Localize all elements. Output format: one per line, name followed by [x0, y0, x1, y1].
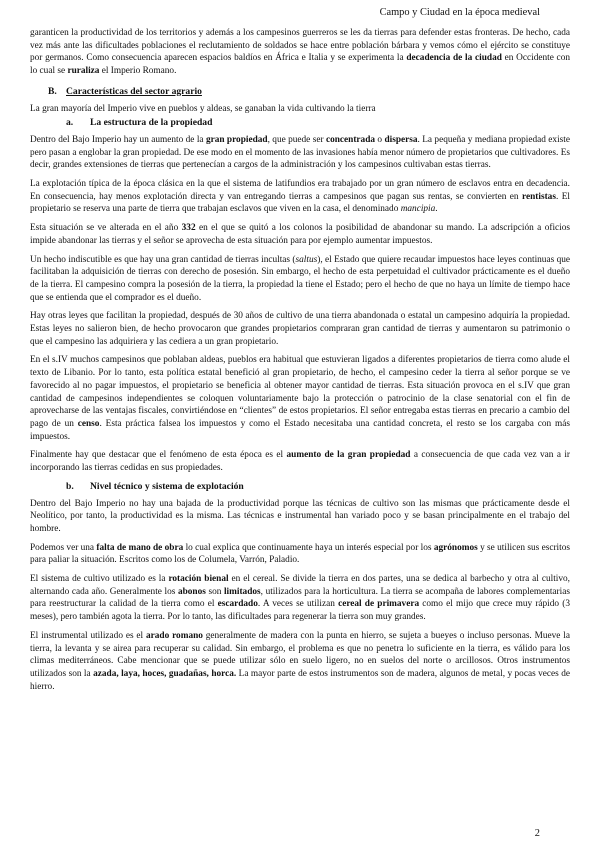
text-run: generalmente de madera con la punta en hierro, se sujeta a bueyes o incluso personas. Mueve la tierra, la levanta y se airea para recuperar su calidad. Sin embargo, el problema es que no penetra lo suficiente en la tierra, es válido para los climas mediterráneos. Cabe mencionar que se puede utilizar sólo en suelo ligero, no en suelos del norte o arcillosos. Otros instrumentos utilizados son la	[30, 630, 570, 679]
text-run: El instrumental utilizado es el	[30, 630, 146, 641]
lead-paragraph: La gran mayoría del Imperio vive en pueblos y aldeas, se ganaban la vida cultivando la tierra	[30, 103, 376, 114]
paragraph-siglo-iv	[30, 354, 570, 443]
text-run: en el que se quitó a los colonos la posibilidad de abandonar su mando. La adscripción a oficios impide abandonar las tierras y el señor se aprovecha de esta situación para por ejemplo aumentar impuestos.	[30, 223, 570, 246]
subsection-number: a.	[66, 117, 74, 129]
emphasis: escardado	[217, 599, 258, 610]
section-title: Características del sector agrario	[66, 85, 202, 97]
italic-term: mancipia	[400, 204, 436, 215]
paragraph-productividad: Dentro del Bajo Imperio no hay una bajada de la productividad porque las técnicas de cultivo son las mismas que prácticamente desde el Neolítico, por tanto, la productividad es la misma. Las técnicas e instrumental han variado poco y se basan principalmente en el trabajo del hombre.	[30, 498, 570, 534]
emphasis-ruraliza: ruraliza	[67, 66, 100, 77]
text-run: y se utilicen sus escritos para paliar la situación. Escritos como los de Columela, Varrón, Paladio.	[30, 542, 570, 566]
text-run: , utilizados para la horticultura. La tierra se acompaña de labores complementarias para reestructurar la calidad de la tierra como el	[30, 586, 570, 610]
text-run: lo cual explica que continuamente haya un interés especial por los	[183, 542, 434, 553]
text-run: Finalmente hay que destacar que el fenómeno de esta época es el	[30, 450, 287, 461]
paragraph-latifundios	[30, 178, 570, 216]
text-run: son	[205, 586, 224, 597]
paragraph-mano-de-obra	[30, 542, 570, 567]
section-heading-b	[48, 86, 570, 99]
text-run: en el cereal. Se divide la tierra en dos partes, una se dedica al barbecho y otra al cultivo, alternando cada año. Generalmente los	[30, 574, 570, 597]
text-run: garanticen la productividad de los territorios y además a los campesinos guerreros se les da tierras para defender estas fronteras. De hecho, cada vez más ante las dificultades poblaciones el reclutamiento de soldados se hace entre población bárbara y vemos cómo el ejército se constituye por germanos. Como consecuencia aparecen espacios baldíos en África e Italia y se experimenta la	[30, 28, 570, 64]
text-run: La mayor parte de estos instrumentos son de madera, algunos de metal, y pocas veces de hierro.	[30, 668, 570, 692]
text-run: . A veces se utilizan	[257, 599, 339, 610]
document-page	[30, 0, 570, 848]
emphasis: aumento de la gran propiedad	[286, 450, 411, 461]
intro-paragraph	[30, 27, 570, 78]
text-run: ), el Estado que quiere recaudar impuestos hace leyes continuas que facilitaban la adquisición de tierras con derecho de posesión. Sin embargo, el hecho de esta perpetuidad el cultivador prácticamente es el dueño de la tierra. El campesino compra la posesión de la tierra, la propiedad la tiene el Estado; pero el hecho de que no haya un límite de tiempo hace que se entienda que el comprador es el dueño.	[30, 254, 570, 303]
emphasis: gran propiedad	[205, 134, 268, 145]
emphasis: limitados	[223, 586, 261, 597]
emphasis: rotación bienal	[168, 574, 229, 585]
text-run: En el s.IV muchos campesinos que poblaban aldeas, pueblos era habitual que estuvieran ligados a diferentes propietarios de tierra como alude el texto de Libanio. Por lo tanto, esta política estatal benefició al gran propietario, de hecho, el campesino ceder la tierra al señor porque se ve favorecido al no pagar impuestos, el propietario se beneficia al obtener mayor cantidad de tierras. Esta situación provoca en el s.IV que gran cantidad de campesinos independientes se coloquen voluntariamente bajo la protección o patrocinio de la clase senatorial con el fin de aprovecharse de las ventajas fiscales, convirtiéndose en “clientes” de estos propietarios. El señor entregaba estas tierras en precario a cambio del pago de un	[30, 355, 570, 429]
emphasis: arado romano	[146, 630, 203, 641]
text-run: como el mijo que crece muy rápido (3 meses), pero también agota la tierra. Por lo tanto, las dificultades para regenerar la tierra son muy grandes.	[30, 599, 570, 623]
text-run: Esta situación se ve alterada en el año	[30, 223, 182, 234]
text-run: Dentro del Bajo Imperio hay un aumento de la	[30, 134, 206, 145]
paragraph-otras-leyes: Hay otras leyes que facilitan la propiedad, después de 30 años de cultivo de una tierra abandonada o estatal un campesino adquiría la propiedad. Estas leyes no salieron bien, de hecho provocaron que grandes propietarios compraran gran cantidad de tierras y aumentaron su patrimonio o que el campesino las adquiriera y las cediera a un gran propietario.	[30, 311, 570, 347]
subsection-heading-b	[66, 481, 570, 494]
text-run: Podemos ver una	[30, 542, 97, 553]
document-body	[30, 27, 570, 699]
running-header: Campo y Ciudad en la época medieval	[379, 7, 540, 18]
paragraph-tierras-incultas	[30, 254, 570, 305]
emphasis-decadencia: decadencia de la ciudad	[406, 53, 502, 64]
text-run: . Esta práctica falsea los impuestos y como el Estado necesitaba una cantidad concreta, el resto se los cargaba con más impuestos.	[30, 418, 570, 442]
paragraph-finalmente	[30, 449, 570, 474]
text-run: o	[375, 134, 385, 145]
text-run: . El propietario se reserva una parte de tierra que trabajan esclavos que viven en la casa, el denominado	[30, 191, 570, 215]
page-number: 2	[534, 828, 540, 839]
text-run: . La pequeña y mediana propiedad existe pero pasan a englobar la gran propiedad. De ese modo en el momento de las invasiones había menor número de propietarios que cultivadores. Es decir, grandes extensiones de tierras que pertenecían a cargos de la administración y los campesinos cultivaban estas tierras.	[30, 134, 570, 171]
text-run: , que puede ser	[267, 134, 326, 145]
emphasis: agrónomos	[433, 542, 478, 553]
subsection-heading-a	[66, 117, 570, 130]
emphasis: rentistas	[522, 191, 556, 202]
text-run: El sistema de cultivo utilizado es la	[30, 574, 169, 585]
emphasis: falta de mano de obra	[96, 542, 184, 553]
section-number: B.	[48, 85, 57, 97]
text-run: Un hecho indiscutible es que hay una gran cantidad de tierras incultas (	[30, 254, 296, 265]
text-run: en Occidente con lo cual se	[30, 53, 570, 77]
emphasis: censo	[77, 418, 100, 429]
emphasis: concentrada	[325, 134, 376, 145]
subsection-title: La estructura de la propiedad	[90, 117, 213, 129]
emphasis: cereal de primavera	[338, 599, 420, 610]
emphasis: abonos	[177, 586, 206, 597]
text-run: La explotación típica de la época clásica en la que el sistema de latifundios era trabajado por un gran número de esclavos entra en decadencia. En consecuencia, hay menos explotación directa y van entregando tierras a campesinos que pagan sus rentas, se convierten en	[30, 179, 570, 202]
text-run: a consecuencia de que cada vez van a ir incorporando las tierras cedidas en sus propiedades.	[30, 450, 571, 474]
emphasis: azada, laya, hoces, guadañas, horca.	[93, 668, 237, 679]
paragraph-instrumental	[30, 630, 570, 694]
subsection-number: b.	[66, 480, 74, 492]
emphasis: 332	[181, 223, 196, 234]
emphasis: dispersa	[384, 134, 418, 145]
paragraph-gran-propiedad	[30, 134, 570, 172]
italic-term: saltus	[295, 254, 318, 265]
text-run: el Imperio Romano.	[99, 66, 177, 77]
paragraph-rotacion	[30, 573, 570, 624]
text-run: .	[435, 204, 438, 215]
subsection-title: Nivel técnico y sistema de explotación	[90, 480, 244, 492]
paragraph-332	[30, 222, 570, 247]
